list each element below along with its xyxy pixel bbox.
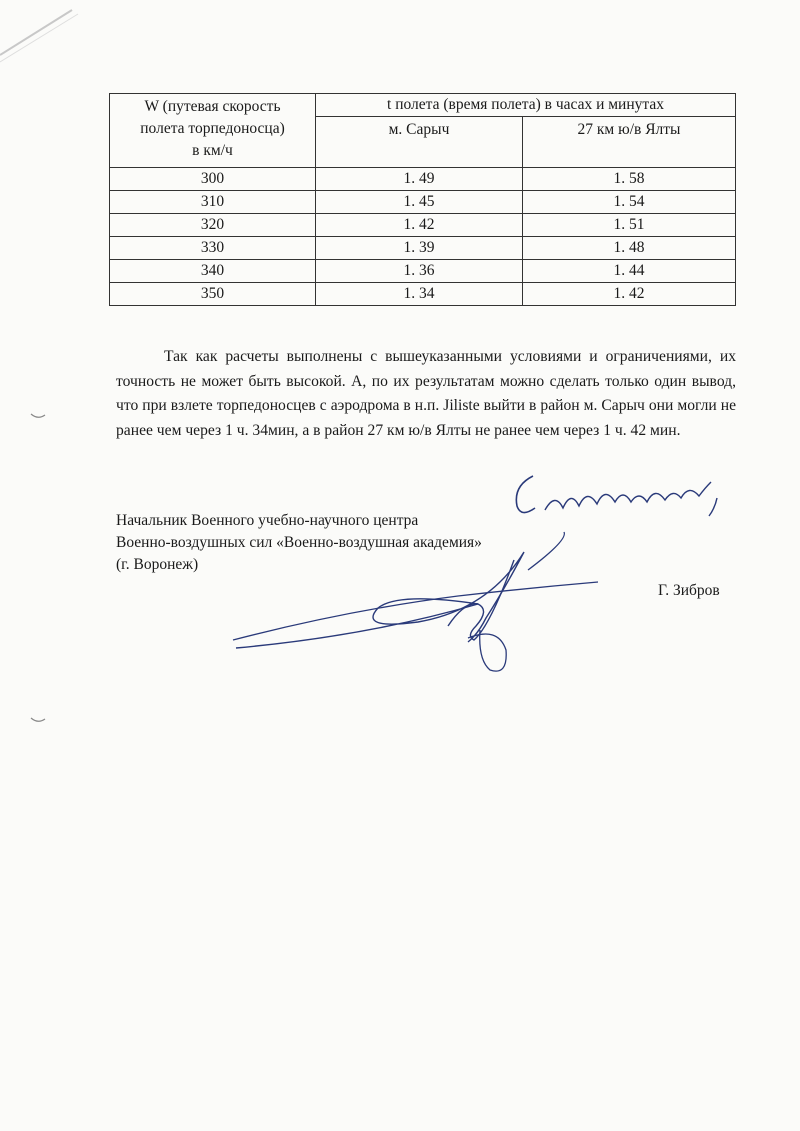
cell-yalta-time: 1. 48: [523, 237, 736, 260]
cell-sarych-time: 1. 36: [316, 260, 523, 283]
header-w-line: W (путевая скорость: [144, 98, 281, 115]
table-header-row: [110, 94, 736, 117]
cell-speed: 300: [110, 168, 316, 191]
table-row: [110, 191, 736, 214]
cell-speed: 320: [110, 214, 316, 237]
header-flight-time: t полета (время полета) в часах и минутах: [316, 94, 736, 117]
cell-speed: 330: [110, 237, 316, 260]
page-corner-fold: [0, 0, 80, 80]
table-row: [110, 237, 736, 260]
cell-speed: 340: [110, 260, 316, 283]
cell-speed: 310: [110, 191, 316, 214]
cell-yalta-time: 1. 58: [523, 168, 736, 191]
cell-yalta-time: 1. 44: [523, 260, 736, 283]
table-row: [110, 214, 736, 237]
punch-hole-mark: [30, 716, 46, 724]
header-w-line: в км/ч: [192, 142, 233, 159]
header-w-line: полета торпедоносца): [140, 120, 285, 137]
signatory-name: Г. Зибров: [658, 582, 720, 599]
signatory-title-line: Военно-воздушных сил «Военно-воздушная академия»: [116, 534, 482, 551]
signatory-title-line: Начальник Военного учебно-научного центра: [116, 512, 419, 529]
header-sarych: м. Сарыч: [316, 117, 523, 168]
cell-sarych-time: 1. 34: [316, 283, 523, 306]
handwritten-signature: [228, 530, 608, 680]
table-row: [110, 260, 736, 283]
punch-hole-mark: [30, 412, 46, 420]
conclusion-paragraph: [116, 345, 736, 443]
cell-sarych-time: 1. 39: [316, 237, 523, 260]
table-row: [110, 283, 736, 306]
cell-speed: 350: [110, 283, 316, 306]
signatory-title-line: (г. Воронеж): [116, 556, 199, 573]
handwritten-closing: [505, 468, 725, 528]
header-ground-speed: [110, 94, 316, 168]
cell-sarych-time: 1. 49: [316, 168, 523, 191]
header-yalta: 27 км ю/в Ялты: [523, 117, 736, 168]
conclusion-text: Так как расчеты выполнены с вышеуказанными условиями и ограничениями, их точность не может быть высокой. А, по их результатам можно сделать только один вывод, что при взлете торпедоносцев с аэродрома в н.п. Jiliste выйти в район м. Сарыч они могли не ранее чем через 1 ч. 34мин, а в район 27 км ю/в Ялты не ранее чем через 1 ч. 42 мин.: [116, 348, 736, 439]
flight-time-table: [109, 93, 736, 306]
cell-sarych-time: 1. 45: [316, 191, 523, 214]
cell-yalta-time: 1. 42: [523, 283, 736, 306]
table-row: [110, 168, 736, 191]
cell-sarych-time: 1. 42: [316, 214, 523, 237]
cell-yalta-time: 1. 54: [523, 191, 736, 214]
cell-yalta-time: 1. 51: [523, 214, 736, 237]
